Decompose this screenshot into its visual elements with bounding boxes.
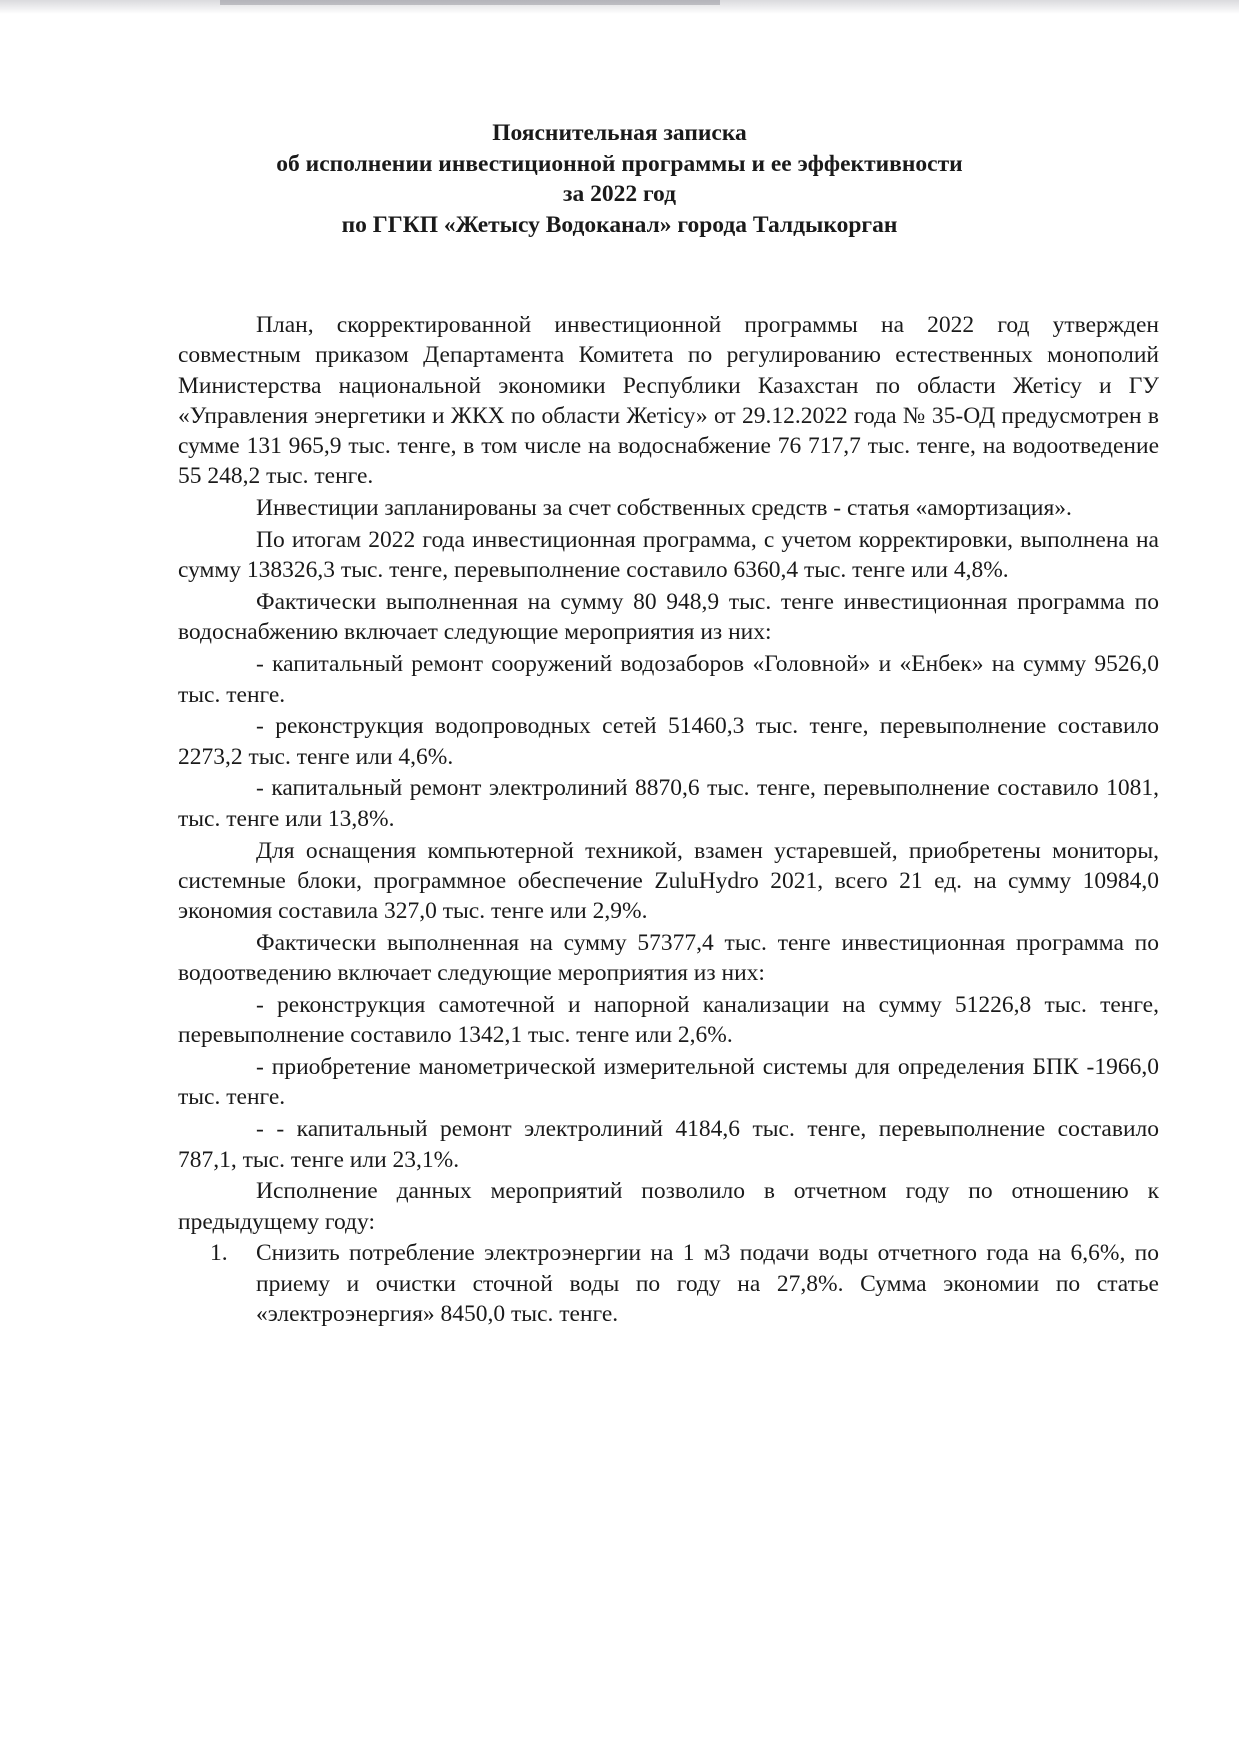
paragraph-outcomes: Исполнение данных мероприятий позволило в отчетном году по отношению к предыдущему году: [178,1178,1159,1235]
title-line-2: об исполнении инвестиционной программы и ее эффективности [276,150,963,177]
paragraph-plan: План, скорректированной инвестиционной программы на 2022 год утвержден совместным приказом Департамента Комитета по регулированию естественных монополий Министерства национальной экономики Республики Казахстан по области Жетісу и ГУ «Управления энергетики и ЖКХ по области Жетісу» от 29.12.2022 года № 35-ОД предусмотрен в сумме 131 965,9 тыс. тенге, в том числе на водоснабжение 76 717,7 тыс. тенге, на водоотведение 55 248,2 тыс. тенге. [178,312,1159,490]
numbered-list-item [178,1238,1159,1329]
list-item-measurement-system: - приобретение манометрической измерительной системы для определения БПК -1966,0 тыс. тенге. [178,1054,1159,1111]
list-item-sewer-power-lines: - - капитальный ремонт электролиний 4184,6 тыс. тенге, перевыполнение составило 787,1, тыс. тенге или 23,1%. [178,1116,1159,1173]
title-line-3: за 2022 год [563,181,676,207]
list-number: 1. [210,1240,228,1267]
title-line-4: по ГГКП «Жетысу Водоканал» города Талдыкорган [341,211,898,238]
list-item-water-network-reconstruction: - реконструкция водопроводных сетей 51460,3 тыс. тенге, перевыполнение составило 2273,2 тыс. тенге или 4,6%. [178,713,1159,770]
paragraph-sewerage: Фактически выполненная на сумму 57377,4 тыс. тенге инвестиционная программа по водоотведению включает следующие мероприятия из них: [178,929,1159,987]
paragraph-water-supply: Фактически выполненная на сумму 80 948,9 тыс. тенге инвестиционная программа по водоснабжению включает следующие мероприятия из них: [178,589,1159,646]
paragraph-computer-equipment: Для оснащения компьютерной техникой, взамен устаревшей, приобретены мониторы, системные блоки, программное обеспечение ZuluHydro 2021, всего 21 ед. на сумму 10984,0 экономия составила 327,0 тыс. тенге или 2,9%. [178,837,1159,925]
numbered-list [178,1238,1159,1329]
list-item-water-intake-repair: - капитальный ремонт сооружений водозаборов «Головной» и «Енбек» на сумму 9526,0 тыс. тенге. [178,651,1159,708]
document-body [178,310,1159,1329]
title-line-1: Пояснительная записка [492,120,747,146]
document-title [0,118,1239,240]
list-item-power-lines-repair: - капитальный ремонт электролиний 8870,6 тыс. тенге, перевыполнение составило 1081, тыс. тенге или 13,8%. [178,775,1159,832]
list-item-text: Снизить потребление электроэнергии на 1 м3 подачи воды отчетного года на 6,6%, по приему и очистки сточной воды по году на 27,8%. Сумма экономии по статье «электроэнергия» 8450,0 тыс. тенге. [256,1240,1159,1327]
paragraph-results: По итогам 2022 года инвестиционная программа, с учетом корректировки, выполнена на сумму 138326,3 тыс. тенге, перевыполнение составило 6360,4 тыс. тенге или 4,8%. [178,527,1159,584]
scan-artifact [0,0,1239,14]
list-item-sewer-reconstruction: - реконструкция самотечной и напорной канализации на сумму 51226,8 тыс. тенге, перевыполнение составило 1342,1 тыс. тенге или 2,6%. [178,992,1159,1049]
paragraph-funding-source: Инвестиции запланированы за счет собственных средств - статья «амортизация». [256,495,1072,522]
